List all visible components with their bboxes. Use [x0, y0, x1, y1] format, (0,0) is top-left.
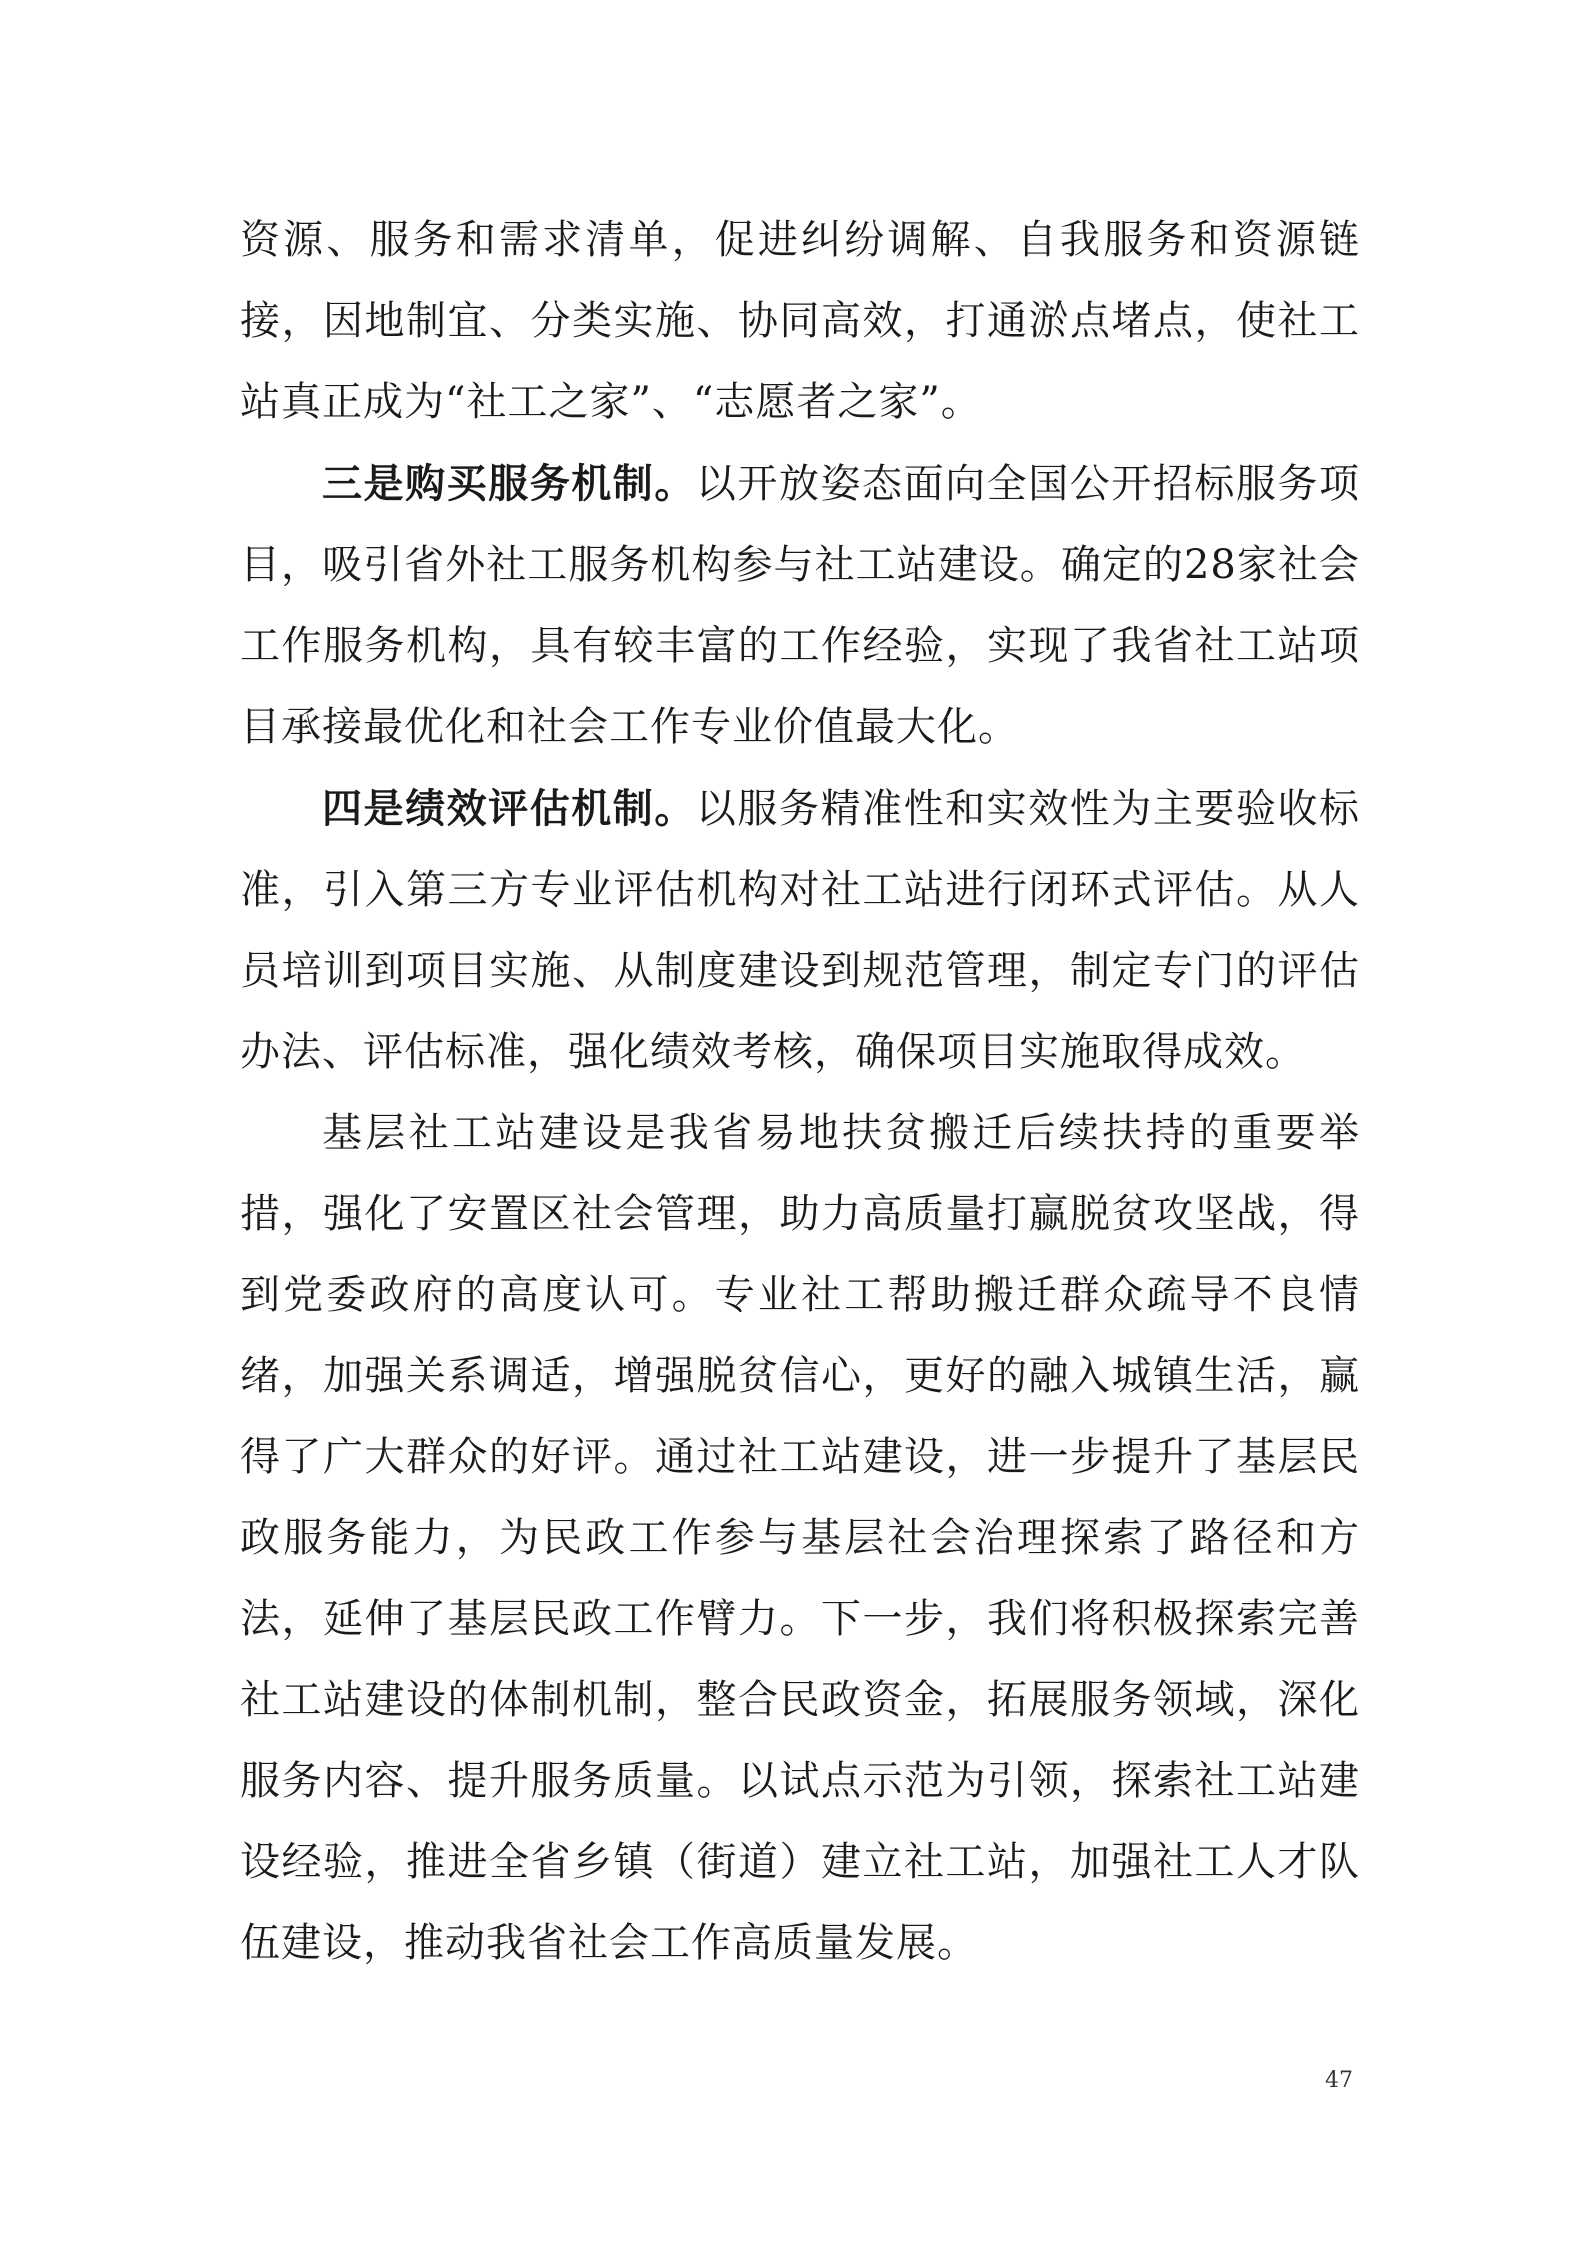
body-text — [240, 200, 1360, 1984]
paragraph-summary — [240, 1093, 1360, 1984]
paragraph-continuation — [240, 200, 1360, 443]
paragraph-text: 以开放姿态面向全国公开招标服务项目，吸引省外社工服务机构参与社工站建设。确定的28家社会工作服务机构，具有较丰富的工作经验，实现了我省社工站项目承接最优化和社会工作专业价值最大化。 — [240, 461, 1360, 750]
paragraph-text: 资源、服务和需求清单，促进纠纷调解、自我服务和资源链接，因地制宜、分类实施、协同高效，打通淤点堵点，使社工站真正成为“社工之家”、“志愿者之家”。 — [240, 217, 1360, 425]
paragraph-lead-heading: 三是购买服务机制。 — [322, 460, 696, 507]
paragraph-performance-evaluation — [240, 768, 1360, 1093]
paragraph-text: 基层社工站建设是我省易地扶贫搬迁后续扶持的重要举措，强化了安置区社会管理，助力高质量打赢脱贫攻坚战，得到党委政府的高度认可。专业社工帮助搬迁群众疏导不良情绪，加强关系调适，增强脱贫信心，更好的融入城镇生活，赢得了广大群众的好评。通过社工站建设，进一步提升了基层民政服务能力，为民政工作参与基层社会治理探索了路径和方法，延伸了基层民政工作臂力。下一步，我们将积极探索完善社工站建设的体制机制，整合民政资金，拓展服务领域，深化服务内容、提升服务质量。以试点示范为引领，探索社工站建设经验，推进全省乡镇（街道）建立社工站，加强社工人才队伍建设，推动我省社会工作高质量发展。 — [240, 1110, 1360, 1966]
page-number: 47 — [1325, 2068, 1353, 2093]
paragraph-purchase-services — [240, 443, 1360, 768]
paragraph-lead-heading: 四是绩效评估机制。 — [322, 785, 696, 832]
paragraph-text: 以服务精准性和实效性为主要验收标准，引入第三方专业评估机构对社工站进行闭环式评估。从人员培训到项目实施、从制度建设到规范管理，制定专门的评估办法、评估标准，强化绩效考核，确保项目实施取得成效。 — [240, 786, 1360, 1075]
